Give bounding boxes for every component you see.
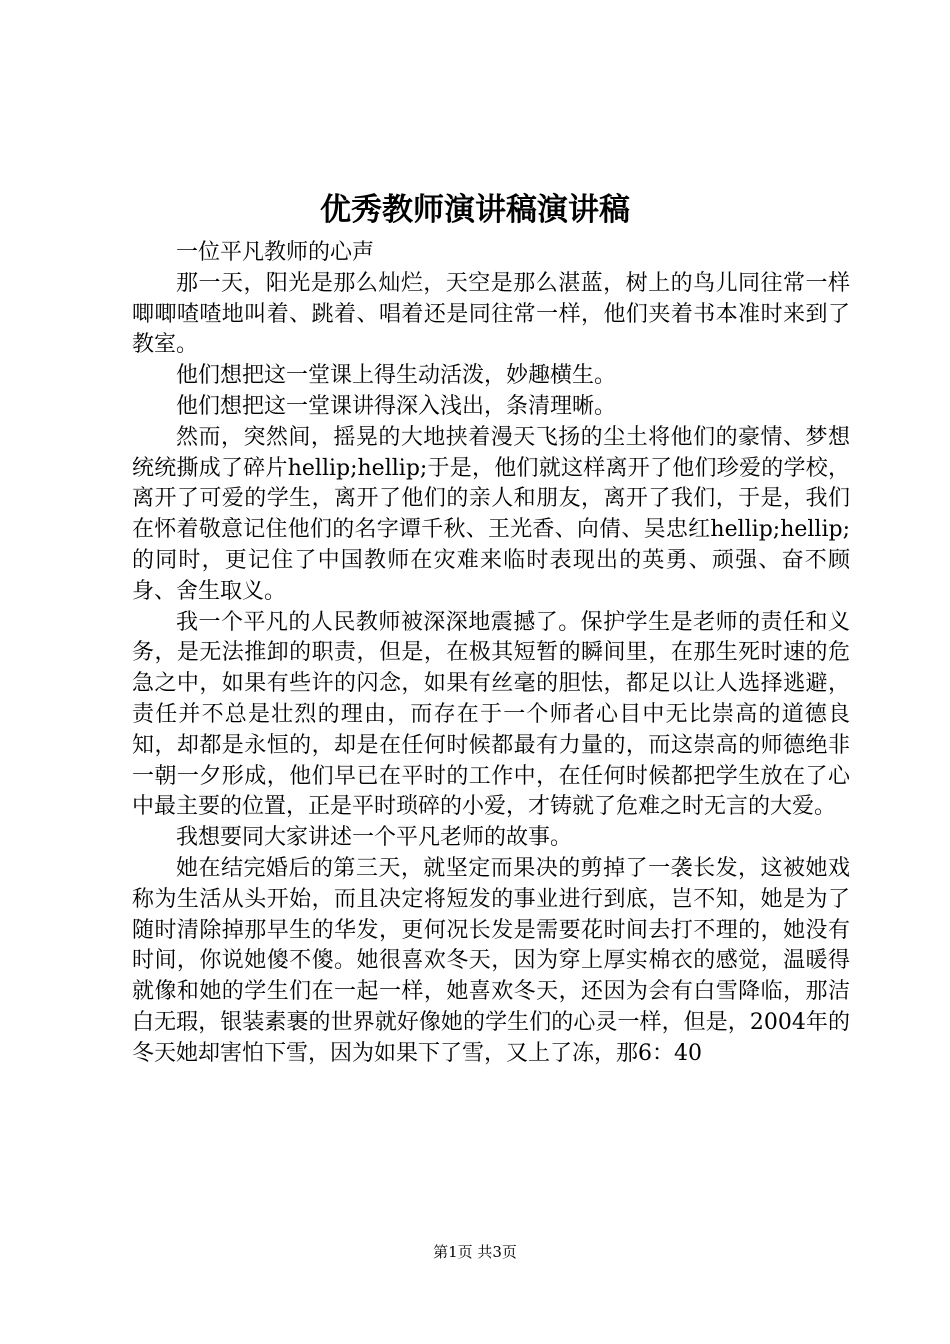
paragraph: 我一个平凡的人民教师被深深地震撼了。保护学生是老师的责任和义务，是无法推卸的职责，但是，在极其短暂的瞬间里，在那生死时速的危急之中，如果有些许的闪念，如果有丝毫的胆怯，都足以让人选择逃避，责任并不总是壮烈的理由，而存在于一个师者心目中无比崇高的道德良知，却都是永恒的，却是在任何时候都最有力量的，而这崇高的师德绝非一朝一夕形成，他们早已在平时的工作中，在任何时候都把学生放在了心中最主要的位置，正是平时琐碎的小爱，才铸就了危难之时无言的大爱。 [132, 609, 850, 820]
page-footer: 第1页 共3页 [433, 1243, 517, 1261]
paragraph: 那一天，阳光是那么灿烂，天空是那么湛蓝，树上的鸟儿同往常一样唧唧喳喳地叫着、跳着、唱着还是同往常一样，他们夹着书本准时来到了教室。 [132, 270, 850, 358]
paragraph: 然而，突然间，摇晃的大地挟着漫天飞扬的尘土将他们的豪情、梦想统统撕成了碎片hellip;hellip;于是，他们就这样离开了他们珍爱的学校，离开了可爱的学生，离开了他们的亲人和朋友，离开了我们，于是，我们在怀着敬意记住他们的名字谭千秋、王光香、向倩、吴忠红hellip;hellip;的同时，更记住了中国教师在灾难来临时表现出的英勇、顽强、奋不顾身、舍生取义。 [132, 424, 850, 604]
document-title: 优秀教师演讲稿演讲稿 [320, 192, 630, 228]
paragraph: 他们想把这一堂课上得生动活泼，妙趣横生。 [176, 363, 617, 389]
document-body [132, 238, 850, 1070]
paragraph: 我想要同大家讲述一个平凡老师的故事。 [176, 825, 573, 851]
paragraph: 他们想把这一堂课讲得深入浅出，条清理晰。 [176, 393, 617, 419]
paragraph: 她在结完婚后的第三天，就坚定而果决的剪掉了一袭长发，这被她戏称为生活从头开始，而且决定将短发的事业进行到底，岂不知，她是为了随时清除掉那早生的华发，更何况长发是需要花时间去打不理的，她没有时间，你说她傻不傻。她很喜欢冬天，因为穿上厚实棉衣的感觉，温暖得就像和她的学生们在一起一样，她喜欢冬天，还因为会有白雪降临，那洁白无瑕，银装素裹的世界就好像她的学生们的心灵一样，但是，2004年的冬天她却害怕下雪，因为如果下了雪，又上了冻，那6：40 [132, 855, 850, 1066]
paragraph: 一位平凡教师的心声 [176, 240, 375, 265]
